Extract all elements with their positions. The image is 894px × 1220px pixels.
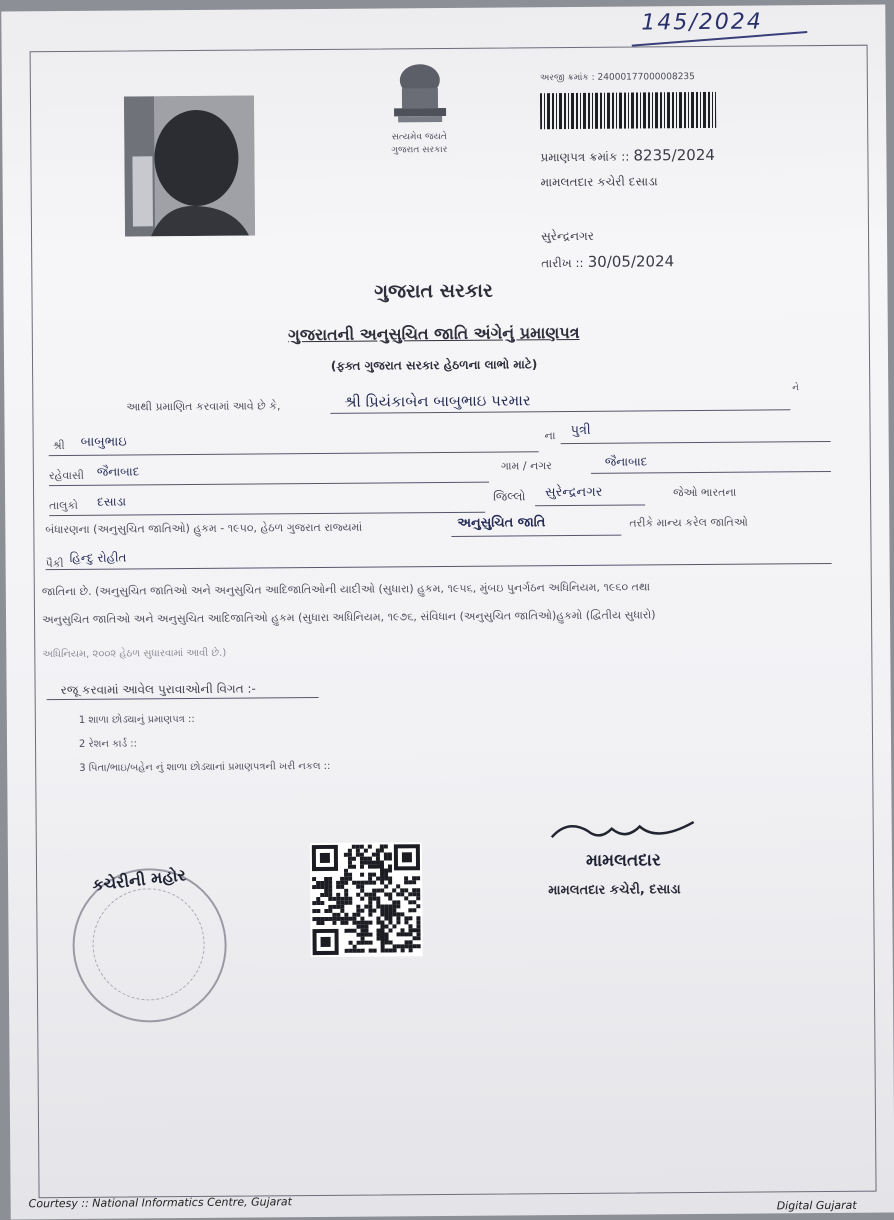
category-value: અનુસુચિત જાતિ xyxy=(457,515,546,531)
signatory-office: મામલતદાર કચેરી, દસાડા xyxy=(548,882,681,899)
holder-name: શ્રી પ્રિયંકાબેન બાબુભાઇ પરમાર xyxy=(344,391,531,411)
father-name: બાબુભાઇ xyxy=(80,434,127,450)
relation-prefix: ના xyxy=(544,429,556,443)
evidence-item-2: 2 રેશન કાર્ડ :: xyxy=(78,738,138,750)
order-text: બંધારણના (અનુસુચિત જાતિઓ) હુકમ - ૧૯૫૦, હેઠળ ગુજરાત રાજ્યમાં xyxy=(45,520,363,537)
issue-date xyxy=(541,252,674,271)
father-prefix: શ્રી xyxy=(52,439,65,453)
district-label: જિલ્લો xyxy=(493,489,526,504)
certify-label: આથી પ્રમાણિત કરવામાં આવે છે કે, xyxy=(126,399,281,414)
taluka-value: દસાડા xyxy=(97,494,127,509)
resident-label: રહેવાસી xyxy=(48,468,85,483)
evidence-item-1: 1 શાળા છોડ્યાનું પ્રમાણપત્ર :: xyxy=(78,713,195,726)
certificate-number-value: 8235/2024 xyxy=(633,145,715,165)
relation-value: પુત્રી xyxy=(570,422,591,439)
state-emblem xyxy=(380,58,461,131)
legal-paragraph-line-1: જાતિના છે. (અનુસુચિત જાતિઓ અને અનુસુચિત આદિજાતિઓની યાદીઓ (સુધારા) હુકમ, ૧૯૫૬, મુંબઇ પુનર્ગઠન અધિનિયમ, ૧૯૬૦ તથા xyxy=(41,580,651,599)
government-heading: ગુજરાત સરકાર xyxy=(374,279,493,303)
certificate-page xyxy=(1,5,894,1220)
office-stamp-text: કચેરીની મહોર xyxy=(91,865,187,895)
holder-suffix: ને xyxy=(792,383,800,394)
legal-paragraph-line-3: અધિનિયમ, ૨૦૦૨ હેઠળ સુધારવામાં આવી છે.) xyxy=(42,647,227,661)
certificate-title: ગુજરાતની અનુસુચિત જાતિ અંગેનું પ્રમાણપત્ર xyxy=(288,322,580,345)
application-barcode xyxy=(540,92,716,129)
issue-place: સુરેન્દ્રનગર xyxy=(540,228,595,244)
village-label: ગામ / નગર xyxy=(500,459,553,473)
taluka-label: તાલુકો xyxy=(49,498,79,513)
district-value: સુરેન્દ્રનગર xyxy=(545,484,603,501)
village-value: જૈનાબાદ xyxy=(604,454,648,469)
recognized-text: તરીકે માન્ય કરેલ જાતિઓ xyxy=(629,515,748,530)
resident-value: જૈનાબાદ xyxy=(96,464,140,479)
application-number-value: 24000177000008235 xyxy=(597,72,695,83)
district-suffix: જેઓ ભારતના xyxy=(673,485,737,500)
footer-left: Courtesy :: National Informatics Centre, Gujarat xyxy=(28,1195,292,1211)
signatory-title: મામલતદાર xyxy=(585,850,661,871)
subcaste-value: હિન્દુ રોહીત xyxy=(69,550,127,565)
application-number xyxy=(540,72,695,83)
issuing-office: મામલતદાર કચેરી દસાડા xyxy=(540,174,658,190)
applicant-photo xyxy=(124,96,255,237)
certificate-number-label: પ્રમાણપત્ર ક્રમાંક :: xyxy=(540,149,630,165)
handwritten-reference: 145/2024 xyxy=(641,9,763,36)
application-number-label: અરજી ક્રમાંક : xyxy=(539,72,595,84)
emblem-caption-government: ગુજરાત સરકાર xyxy=(391,144,448,156)
certificate-number xyxy=(540,146,715,165)
legal-paragraph-line-2: અનુસુચિત જાતિઓ અને અનુસુચિત આદિજાતિઓ હુકમ (સુધારા અધિનિયમ, ૧૯૭૬, સંવિધાન (અનુસુચિત જાતિઓ)હુકમો (દ્વિતીય સુધારો) xyxy=(41,608,656,627)
certificate-subtitle: (ફક્ત ગુજરાત સરકાર હેઠળના લાભો માટે) xyxy=(330,357,538,373)
issue-date-value: 30/05/2024 xyxy=(587,252,675,271)
issue-date-label: તારીખ :: xyxy=(541,255,584,271)
verification-qr-code xyxy=(310,842,423,957)
emblem-caption-motto: સત્યમેવ જયતે xyxy=(391,131,447,143)
footer-right: Digital Gujarat xyxy=(776,1198,857,1213)
evidence-item-3: 3 પિતા/ભાઇ/બહેન નું શાળા છોડ્યાનાં પ્રમાણપત્રની ખરી નકલ :: xyxy=(79,760,331,774)
evidence-heading: રજૂ કરવામાં આવેલ પુરાવાઓની વિગત :- xyxy=(60,681,256,698)
subcaste-label: પૈકી xyxy=(45,557,64,571)
